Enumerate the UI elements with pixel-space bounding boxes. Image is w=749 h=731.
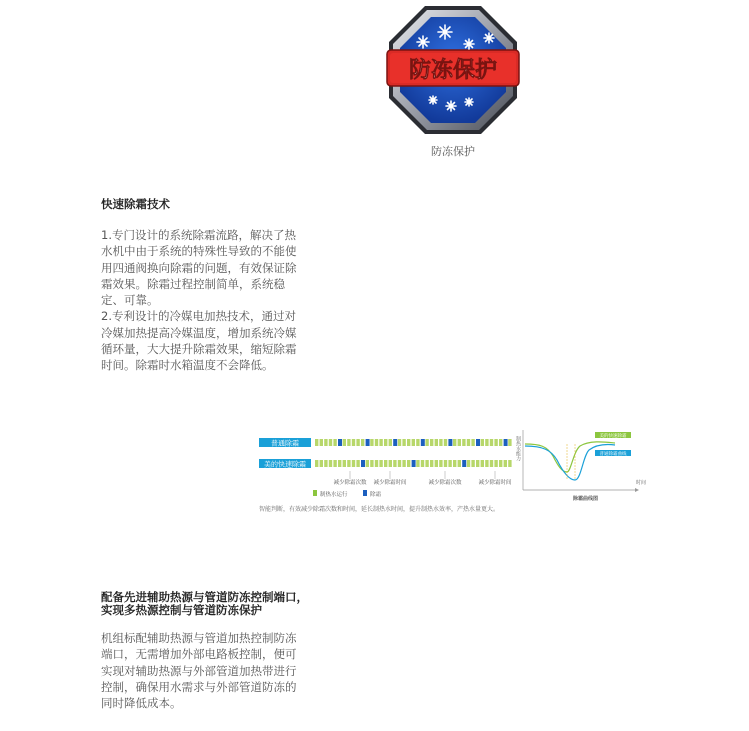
section-title-aux-heat: 配备先进辅助热源与管道防冻控制端口，实现多热源控制与管道防冻保护 (101, 590, 308, 617)
heat-block (504, 460, 507, 467)
defrost-curve-chart (515, 430, 647, 502)
heat-block (494, 460, 497, 467)
legend-defrost-swatch (363, 490, 367, 496)
heat-block (393, 460, 396, 467)
heat-block (352, 439, 355, 446)
heat-block (333, 439, 336, 446)
defrost-block (412, 460, 416, 467)
heat-block (453, 460, 456, 467)
heat-block (370, 439, 373, 446)
heat-block (435, 439, 438, 446)
heat-block (315, 460, 318, 467)
heat-block (389, 439, 392, 446)
defrost-block (448, 439, 452, 446)
heat-block (333, 460, 336, 467)
heat-block (402, 460, 405, 467)
heat-block (481, 439, 484, 446)
heat-block (375, 460, 378, 467)
heat-block (370, 460, 373, 467)
heat-block (425, 460, 428, 467)
heat-block (467, 460, 470, 467)
curve-legend-fast: 美的快速除霜 (599, 434, 627, 439)
curve-legend-normal: 普通除霜曲线 (599, 452, 627, 457)
heat-block (508, 439, 511, 446)
section-body-aux-heat: 机组标配辅助热源与管道加热控制防冻 端口，无需增加外部电路板控制，便可 实现对辅助热源与外部管道加热带进行 控制，确保用水需求与外部管道防冻的 同时降低成本。 (101, 631, 297, 711)
heat-block (471, 460, 474, 467)
heat-block (485, 460, 488, 467)
defrost-block (462, 460, 466, 467)
heat-block (356, 460, 359, 467)
heat-block (320, 439, 323, 446)
heat-block (462, 439, 465, 446)
heat-block (347, 460, 350, 467)
heat-block (494, 439, 497, 446)
reduce-label: 减少除霜次数 (428, 480, 462, 486)
heat-block (407, 439, 410, 446)
heat-block (329, 460, 332, 467)
heat-block (430, 460, 433, 467)
snowflake-badge-icon (385, 2, 521, 138)
defrost-comparison-figure (255, 422, 645, 522)
reduce-label: 减少除霜时间 (478, 480, 512, 486)
heat-block (398, 460, 401, 467)
heat-block (481, 460, 484, 467)
heat-block (444, 460, 447, 467)
heat-block (366, 460, 369, 467)
defrost-block (504, 439, 508, 446)
figure-caption: 智能判断，有效减少除霜次数和时间，延长制热水时间，提升制热水效率，产热水量更大。 (259, 506, 500, 513)
heat-block (499, 460, 502, 467)
row-fast-blocks (315, 460, 512, 467)
badge-emblem-text: 防冻保护 (408, 58, 498, 83)
heat-block (499, 439, 502, 446)
heat-block (453, 439, 456, 446)
heat-block (343, 460, 346, 467)
heat-block (490, 439, 493, 446)
heat-block (439, 460, 442, 467)
defrost-block (421, 439, 425, 446)
heat-block (430, 439, 433, 446)
row-label-fast: 美的快速除霜 (264, 460, 306, 469)
heat-block (324, 460, 327, 467)
legend-heat: 制热水运行 (320, 492, 348, 498)
row-normal-blocks (315, 439, 512, 446)
legend-defrost: 除霜 (370, 492, 382, 498)
heat-block (343, 439, 346, 446)
heat-block (338, 460, 341, 467)
badge-caption: 防冻保护 (431, 145, 475, 158)
legend-heat-swatch (313, 490, 317, 496)
heat-block (402, 439, 405, 446)
curve-xlabel: 时间 (636, 480, 647, 486)
heat-block (361, 439, 364, 446)
heat-block (425, 439, 428, 446)
heat-block (356, 439, 359, 446)
heat-block (375, 439, 378, 446)
defrost-block (338, 439, 342, 446)
heat-block (389, 460, 392, 467)
heat-block (448, 460, 451, 467)
heat-block (384, 439, 387, 446)
heat-block (315, 439, 318, 446)
heat-block (435, 460, 438, 467)
heat-block (352, 460, 355, 467)
heat-block (444, 439, 447, 446)
heat-block (384, 460, 387, 467)
defrost-block (366, 439, 370, 446)
heat-block (508, 460, 511, 467)
section-title-fast-defrost: 快速除霜技术 (101, 197, 170, 211)
defrost-block (393, 439, 397, 446)
heat-block (416, 460, 419, 467)
heat-block (439, 439, 442, 446)
heat-block (412, 439, 415, 446)
heat-block (407, 460, 410, 467)
curve-ylabel: 制热水能力 (515, 436, 521, 461)
heat-block (398, 439, 401, 446)
heat-block (458, 460, 461, 467)
defrost-block (361, 460, 365, 467)
heat-block (467, 439, 470, 446)
row-label-normal: 普通除霜 (271, 439, 299, 448)
heat-block (379, 460, 382, 467)
heat-block (379, 439, 382, 446)
section-body-fast-defrost: 1.专门设计的系统除霜流路，解决了热 水机中由于系统的特殊性导致的不能使 用四通阀换向除霜的问题，有效保证除 霜效果。除霜过程控制简单，系统稳 定、可靠。 2.专利设计的冷媒电加热技术，通过对 冷媒加热提高冷媒温度，增加系统冷媒 循环量，大大提升除霜效果，缩短除霜 时间。除霜时水箱温度不会降低。 (101, 228, 297, 373)
heat-block (490, 460, 493, 467)
reduce-label: 减少除霜次数 (333, 480, 367, 486)
heat-block (476, 460, 479, 467)
curve-sublabel: 除霜曲线图 (573, 496, 599, 502)
heat-block (421, 460, 424, 467)
curve-normal-line (525, 445, 615, 480)
reduce-label: 减少除霜时间 (373, 480, 407, 486)
heat-block (485, 439, 488, 446)
defrost-block (476, 439, 480, 446)
heat-block (347, 439, 350, 446)
heat-block (329, 439, 332, 446)
heat-block (471, 439, 474, 446)
heat-block (416, 439, 419, 446)
heat-block (324, 439, 327, 446)
heat-block (320, 460, 323, 467)
heat-block (458, 439, 461, 446)
